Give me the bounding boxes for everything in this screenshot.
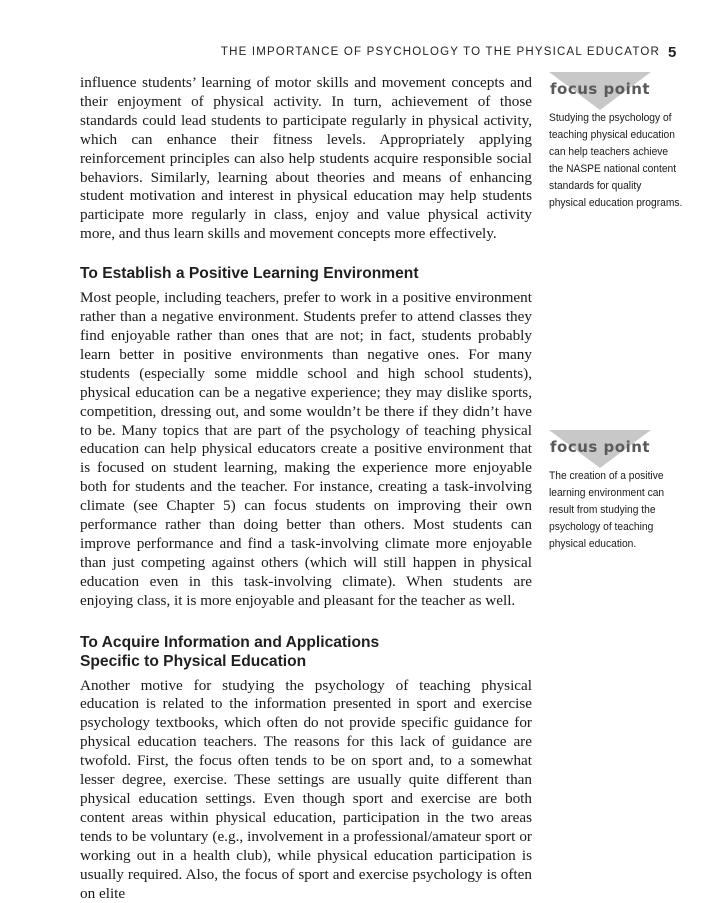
focus-point-text	[549, 468, 711, 553]
focus-point-box	[549, 72, 719, 212]
focus-point-label: focus point	[550, 80, 651, 98]
focus-line: result from studying the	[549, 504, 656, 516]
focus-point-box	[549, 430, 719, 553]
focus-line: Studying the psychology of	[549, 112, 672, 124]
page-number: 5	[668, 44, 677, 61]
focus-line: physical education programs.	[549, 197, 683, 209]
focus-point-label: focus point	[550, 438, 651, 456]
focus-line: psychology of teaching	[549, 521, 654, 533]
focus-line: the NASPE national content	[549, 163, 677, 175]
intro-paragraph: influence students’ learning of motor skills and movement concepts and their enjoyment of physical activity. In turn, achievement of those standards could lead students to participate regularly in physical activity, which can enhance their fitness levels. Appropriately applying reinforcement principles can also help students acquire responsible social behaviors. Similarly, learning about theories and means of enhancing student motivation and interest in physical education may help students participate more regularly in class, enjoy and value physical activity more, and thus learn skills and movement concepts more effectively.	[80, 74, 532, 243]
focus-line: learning environment can	[549, 487, 665, 499]
focus-line: The creation of a positive	[549, 470, 664, 482]
running-head: THE IMPORTANCE OF PSYCHOLOGY TO THE PHYSICAL EDUCATOR	[220, 46, 660, 58]
section-heading-positive-environment: To Establish a Positive Learning Environment	[80, 265, 419, 283]
heading-line-1: To Acquire Information and Applications	[80, 633, 380, 651]
focus-point-text	[549, 110, 711, 212]
heading-line-2: Specific to Physical Education	[80, 652, 307, 670]
section-heading-acquire-information	[80, 633, 532, 671]
focus-line: physical education.	[549, 538, 637, 550]
section-paragraph-acquire-information: Another motive for studying the psychology of teaching physical education is related to the information presented in sport and exercise psychology textbooks, which often do not provide specific guidance for physical education teachers. The reasons for this lack of guidance are twofold. First, the focus often tends to be on sport and, to a somewhat lesser degree, exercise. These settings are usually quite different than physical education settings. Even though sport and exercise are both content areas within physical education, participation in the two areas tends to be voluntary (e.g., involvement in a professional/amateur sport or working out in a health club), while physical education participation is usually required. Also, the focus of sport and exercise psychology is often on elite	[80, 676, 532, 902]
main-text-column	[80, 74, 532, 903]
focus-line: can help teachers achieve	[549, 146, 669, 158]
focus-line: standards for quality	[549, 180, 642, 192]
section-paragraph-positive-environment: Most people, including teachers, prefer to work in a positive environment rather than a negative environment. Students prefer to attend classes they find enjoyable rather than ones that are not; in fact, students probably learn better in positive environments than negative ones. For many students (especially some middle school and high school students), physical education can be a negative experience; they may dislike sports, competition, dressing out, and some wouldn’t be there if they didn’t have to be. Many topics that are part of the psychology of teaching physical education can help physical educators create a positive environment that is focused on student learning, making the experience more enjoyable both for students and the teacher. For instance, creating a task-involving climate (see Chapter 5) can focus students on improving their own performance rather than doing better than others. Most students can improve performance and find a task-involving climate more enjoyable than just competing against others (which will still happen in physical education even in this task-involving climate). When students are enjoying class, it is more enjoyable and pleasant for the teacher as well.	[80, 289, 532, 609]
focus-line: teaching physical education	[549, 129, 675, 141]
